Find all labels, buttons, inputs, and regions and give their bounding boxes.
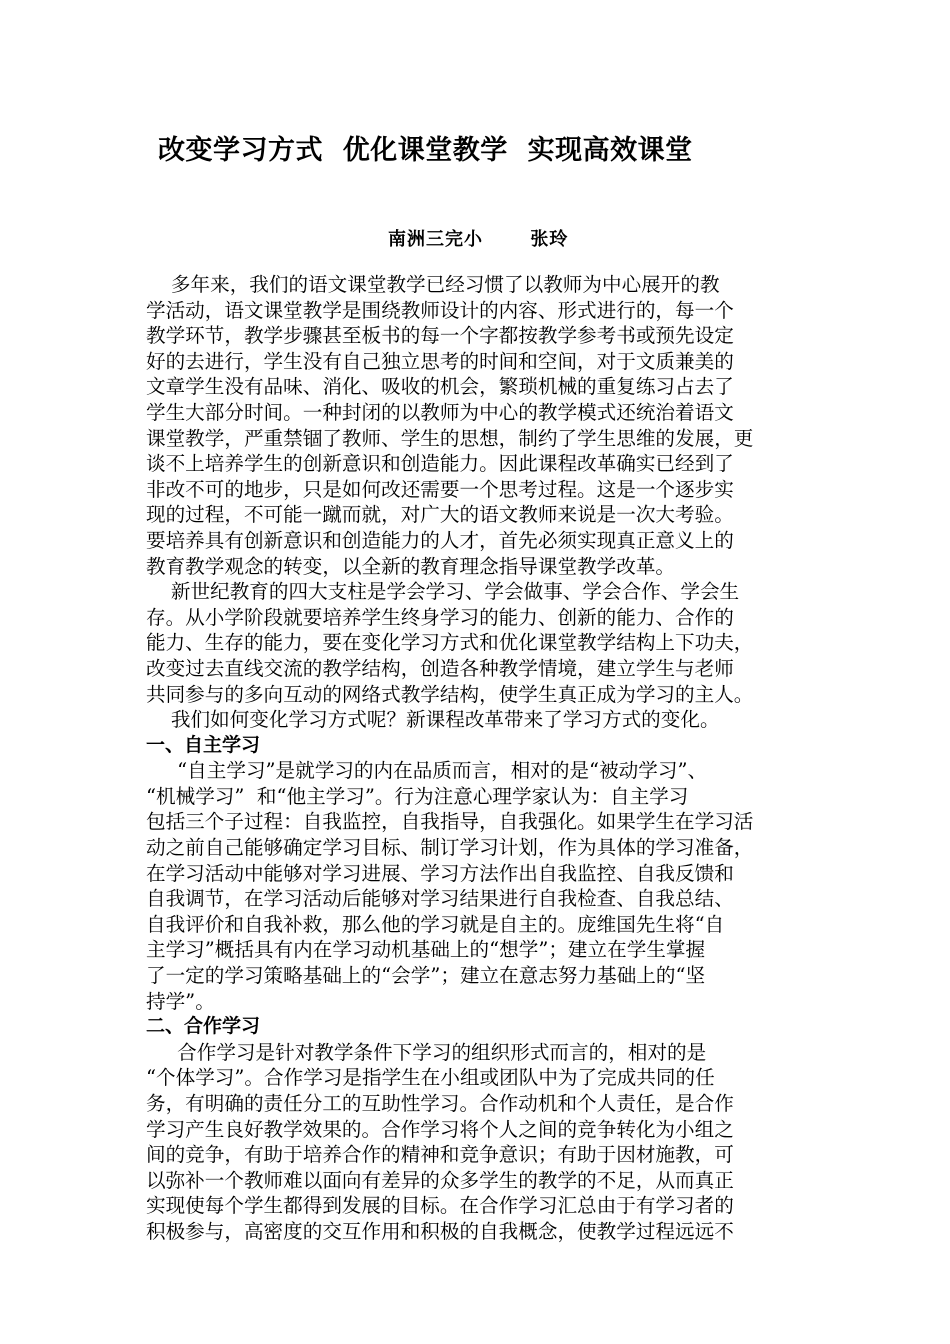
body-line: 多年来，我们的语文课堂教学已经习惯了以教师为中心展开的教 — [146, 273, 720, 296]
body-line: 课堂教学，严重禁锢了教师、学生的思想，制约了学生思维的发展，更 — [146, 426, 754, 450]
section-heading-autonomous-learning: 一、自主学习 — [146, 733, 261, 756]
body-line: 学生大部分时间。一种封闭的以教师为中心的教学模式还统治着语文 — [146, 400, 734, 424]
body-line: 持学”。 — [146, 989, 215, 1013]
body-line: 存。从小学阶段就要培养学生终身学习的能力、创新的能力、合作的 — [146, 605, 734, 629]
section-heading-cooperative-learning: 二、合作学习 — [146, 1015, 261, 1038]
article-body — [146, 272, 806, 1245]
body-line: 自我评价和自我补救，那么他的学习就是自主的。庞维国先生将“自 — [146, 912, 725, 936]
body-line: 好的去进行，学生没有自己独立思考的时间和空间，对于文质兼美的 — [146, 349, 734, 373]
body-line: 改变过去直线交流的教学结构，创造各种教学情境，建立学生与老师 — [146, 656, 734, 680]
body-line: 谈不上培养学生的创新意识和创造能力。因此课程改革确实已经到了 — [146, 452, 734, 476]
body-line: 新世纪教育的四大支柱是学会学习、学会做事、学会合作、学会生 — [146, 580, 740, 604]
body-line: 主学习”概括具有内在学习动机基础上的“想学”；建立在学生掌握 — [146, 938, 706, 962]
document-title: 改变学习方式 优化课堂教学 实现高效课堂 — [158, 135, 693, 166]
body-line: 务，有明确的责任分工的互助性学习。合作动机和个人责任，是合作 — [146, 1092, 734, 1115]
body-line: 以弥补一个教师难以面向有差异的众多学生的教学的不足，从而真正 — [146, 1168, 734, 1192]
body-line: 了一定的学习策略基础上的“会学”；建立在意志努力基础上的“坚 — [146, 964, 706, 988]
body-line: 学习产生良好教学效果的。合作学习将个人之间的竞争转化为小组之 — [146, 1117, 734, 1141]
body-line: 实现使每个学生都得到发展的目标。在合作学习汇总由于有学习者的 — [146, 1194, 734, 1218]
body-line: “机械学习” 和“他主学习”。行为注意心理学家认为：自主学习 — [146, 784, 689, 808]
body-line: 教学环节，教学步骤甚至板书的每一个字都按教学参考书或预先设定 — [146, 324, 734, 348]
body-line: 文章学生没有品味、消化、吸收的机会，繁琐机械的重复练习占去了 — [146, 375, 734, 399]
body-line: “自主学习”是就学习的内在品质而言，相对的是“被动学习”、 — [146, 759, 708, 783]
body-line: 自我调节，在学习活动后能够对学习结果进行自我检查、自我总结、 — [146, 887, 734, 911]
body-line: 学活动，语文课堂教学是围绕教师设计的内容、形式进行的，每一个 — [146, 298, 734, 322]
body-line: 共同参与的多向互动的网络式教学结构，使学生真正成为学习的主人。 — [146, 682, 754, 706]
body-line: 能力、生存的能力，要在变化学习方式和优化课堂教学结构上下功夫， — [146, 631, 754, 655]
body-line: 包括三个子过程：自我监控，自我指导，自我强化。如果学生在学习活 — [146, 810, 754, 834]
body-line: 非改不可的地步，只是如何改还需要一个思考过程。这是一个逐步实 — [146, 477, 734, 501]
author-byline: 南洲三完小 张玲 — [388, 229, 569, 250]
body-line: 动之前自己能够确定学习目标、制订学习计划，作为具体的学习准备， — [146, 836, 754, 860]
body-line: 教育教学观念的转变，以全新的教育理念指导课堂教学改革。 — [146, 554, 676, 578]
body-line: 现的过程，不可能一蹴而就，对广大的语文教师来说是一次大考验。 — [146, 503, 734, 527]
body-line: 要培养具有创新意识和创造能力的人才，首先必须实现真正意义上的 — [146, 528, 734, 552]
body-line: 合作学习是针对教学条件下学习的组织形式而言的，相对的是 — [146, 1040, 707, 1064]
body-line: 我们如何变化学习方式呢？新课程改革带来了学习方式的变化。 — [146, 708, 720, 732]
body-line: 在学习活动中能够对学习进展、学习方法作出自我监控、自我反馈和 — [146, 861, 734, 885]
body-line: 间的竞争，有助于培养合作的精神和竞争意识；有助于因材施教，可 — [146, 1143, 734, 1167]
body-line: “个体学习”。合作学习是指学生在小组或团队中为了完成共同的任 — [146, 1066, 715, 1090]
body-line: 积极参与，高密度的交互作用和积极的自我概念，使教学过程远远不 — [146, 1219, 734, 1243]
